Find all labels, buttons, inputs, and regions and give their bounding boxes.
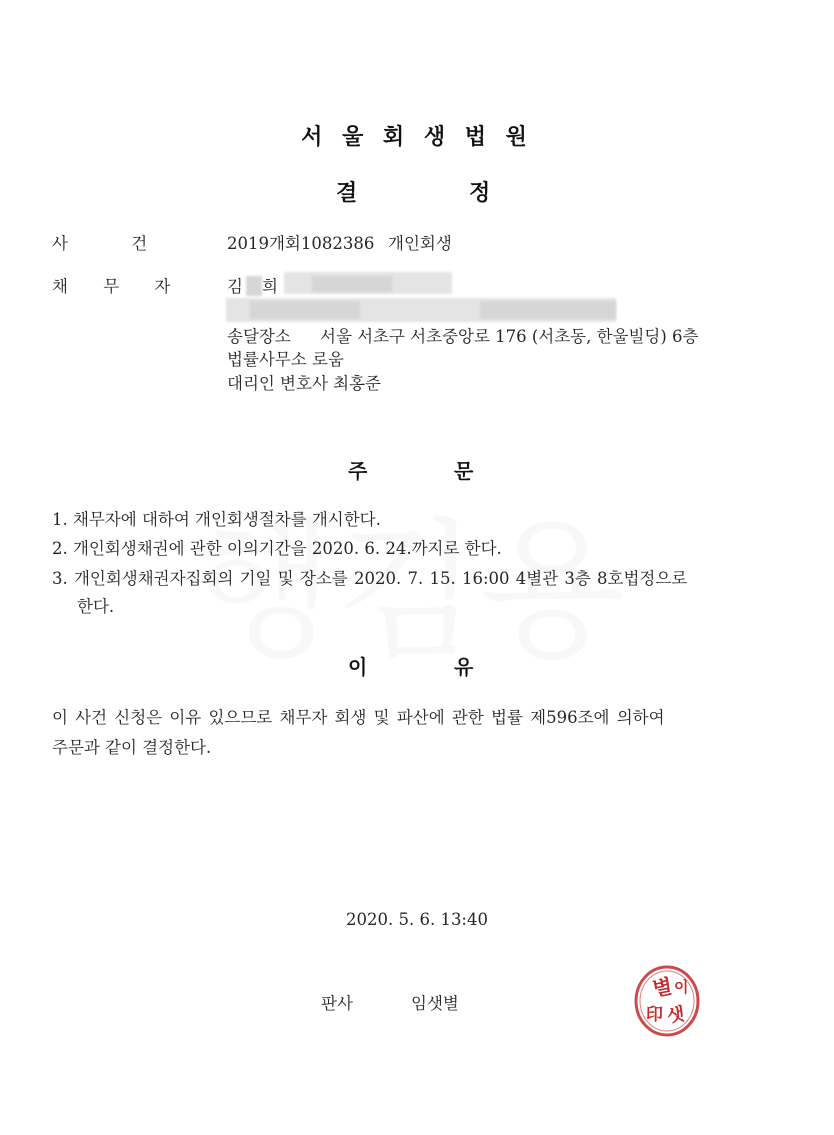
- doc-type-right: 정: [469, 181, 491, 206]
- reason-line-2: 주문과 같이 결정한다.: [52, 738, 212, 757]
- redacted-address-b: [250, 301, 360, 319]
- svg-text:이: 이: [674, 978, 689, 996]
- debtor-label-char-3: 자: [154, 277, 171, 296]
- order-item-3: 3. 개인회생채권자집회의 기일 및 장소를 2020. 7. 15. 16:00 4별관 3층 8호법정으로: [52, 569, 688, 588]
- reason-heading-right: 유: [454, 655, 474, 679]
- case-kind: 개인회생: [388, 234, 452, 253]
- delivery-address: 서울 서초구 서초중앙로 176 (서초동, 한울빌딩) 6층: [320, 327, 699, 346]
- reason-line-1: 이 사건 신청은 이유 있으므로 채무자 회생 및 파산에 관한 법률 제596조에 의하여: [52, 708, 665, 727]
- judge-title: 판사: [321, 994, 353, 1013]
- delivery-label: 송달장소: [227, 327, 291, 346]
- law-firm: 법률사무소 로움: [227, 350, 344, 369]
- doc-type-left: 결: [336, 181, 358, 206]
- redacted-area-1b: [312, 276, 392, 292]
- case-label: [52, 231, 147, 257]
- order-item-2: 2. 개인회생채권에 관한 이의기간을 2020. 6. 24.까지로 한다.: [52, 539, 502, 558]
- decision-date: 2020. 5. 6. 13:40: [345, 910, 488, 929]
- judge-name: 임샛별: [411, 994, 459, 1013]
- svg-text:印: 印: [646, 1005, 663, 1025]
- agent: 대리인 변호사 최홍준: [227, 374, 381, 393]
- order-heading-left: 주: [348, 459, 368, 483]
- court-name: 서 울 회 생 법 원: [301, 125, 533, 150]
- case-number: 2019개회1082386: [227, 234, 375, 253]
- redacted-address-c: [480, 301, 616, 319]
- order-item-1: 1. 채무자에 대하여 개인회생절차를 개시한다.: [52, 510, 381, 529]
- svg-text:샛: 샛: [665, 1003, 686, 1027]
- debtor-label-char-2: 무: [103, 277, 120, 296]
- judge-seal-stamp: [632, 962, 702, 1040]
- case-label-char-1: 사: [52, 234, 68, 253]
- case-label-char-2: 건: [131, 234, 148, 253]
- redacted-name-middle: [246, 276, 262, 296]
- reason-heading-left: 이: [348, 655, 368, 679]
- debtor-name-first: 김: [227, 277, 243, 296]
- debtor-label-char-1: 채: [52, 277, 68, 296]
- svg-text:별: 별: [650, 973, 674, 1001]
- debtor-label: [52, 274, 170, 300]
- debtor-name-last: 희: [262, 277, 278, 296]
- order-item-3-cont: 한다.: [77, 597, 115, 616]
- order-heading-right: 문: [454, 459, 474, 483]
